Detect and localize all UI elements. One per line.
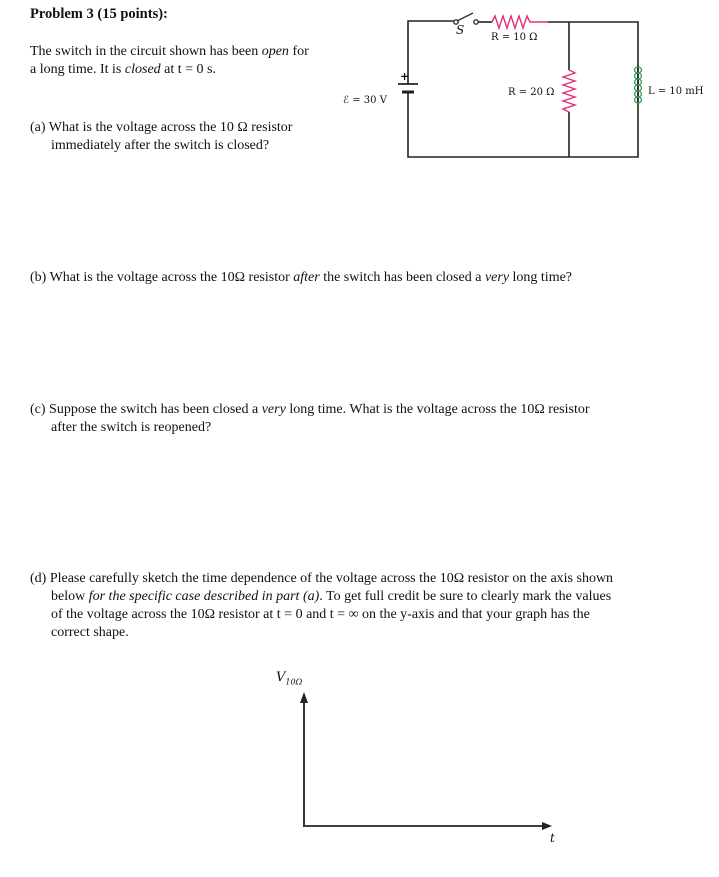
resistor-20-ohm-label: R = 20 Ω bbox=[508, 87, 555, 98]
switch-label: S bbox=[456, 23, 465, 37]
question-d-line-3: of the voltage across the 10Ω resistor at t = 0 and t = ∞ on the y-axis and that your graph has the bbox=[51, 607, 590, 622]
question-d-line-1: (d) Please carefully sketch the time dependence of the voltage across the 10Ω resistor on the axis shown bbox=[30, 571, 614, 586]
question-d-line-2: below for the specific case described in part (a). To get full credit be sure to clearly mark the values bbox=[51, 589, 612, 604]
graph-axes bbox=[300, 692, 552, 830]
inductor-label: L = 10 mH bbox=[648, 86, 704, 97]
emf-label: ℰ = 30 V bbox=[343, 95, 387, 106]
inductor bbox=[635, 67, 642, 103]
question-a bbox=[30, 119, 360, 155]
y-axis-label: $V_{10\Omega}$ bbox=[276, 670, 303, 687]
resistor-20-ohm bbox=[563, 70, 575, 112]
question-a-line-1: (a) What is the voltage across the 10 Ω resistor bbox=[30, 120, 293, 135]
question-c bbox=[30, 401, 690, 437]
x-axis-label: t bbox=[550, 831, 555, 845]
resistor-10-ohm bbox=[492, 16, 548, 28]
resistor-10-ohm-label: R = 10 Ω bbox=[491, 32, 538, 43]
question-d bbox=[30, 570, 710, 642]
question-d-line-4: correct shape. bbox=[51, 625, 129, 640]
question-c-line-1: (c) Suppose the switch has been closed a very long time. What is the voltage across the 10Ω resistor bbox=[30, 402, 590, 417]
problem-title: Problem 3 (15 points): bbox=[30, 6, 168, 22]
question-a-line-2: immediately after the switch is closed? bbox=[51, 138, 270, 153]
intro-line-1: The switch in the circuit shown has been open for bbox=[30, 44, 309, 59]
question-b: (b) What is the voltage across the 10Ω resistor after the switch has been closed a very long time? bbox=[30, 270, 573, 285]
question-c-line-2: after the switch is reopened? bbox=[51, 420, 212, 435]
intro-line-2: a long time. It is closed at t = 0 s. bbox=[30, 62, 216, 77]
battery-plus-sign: + bbox=[400, 70, 410, 83]
